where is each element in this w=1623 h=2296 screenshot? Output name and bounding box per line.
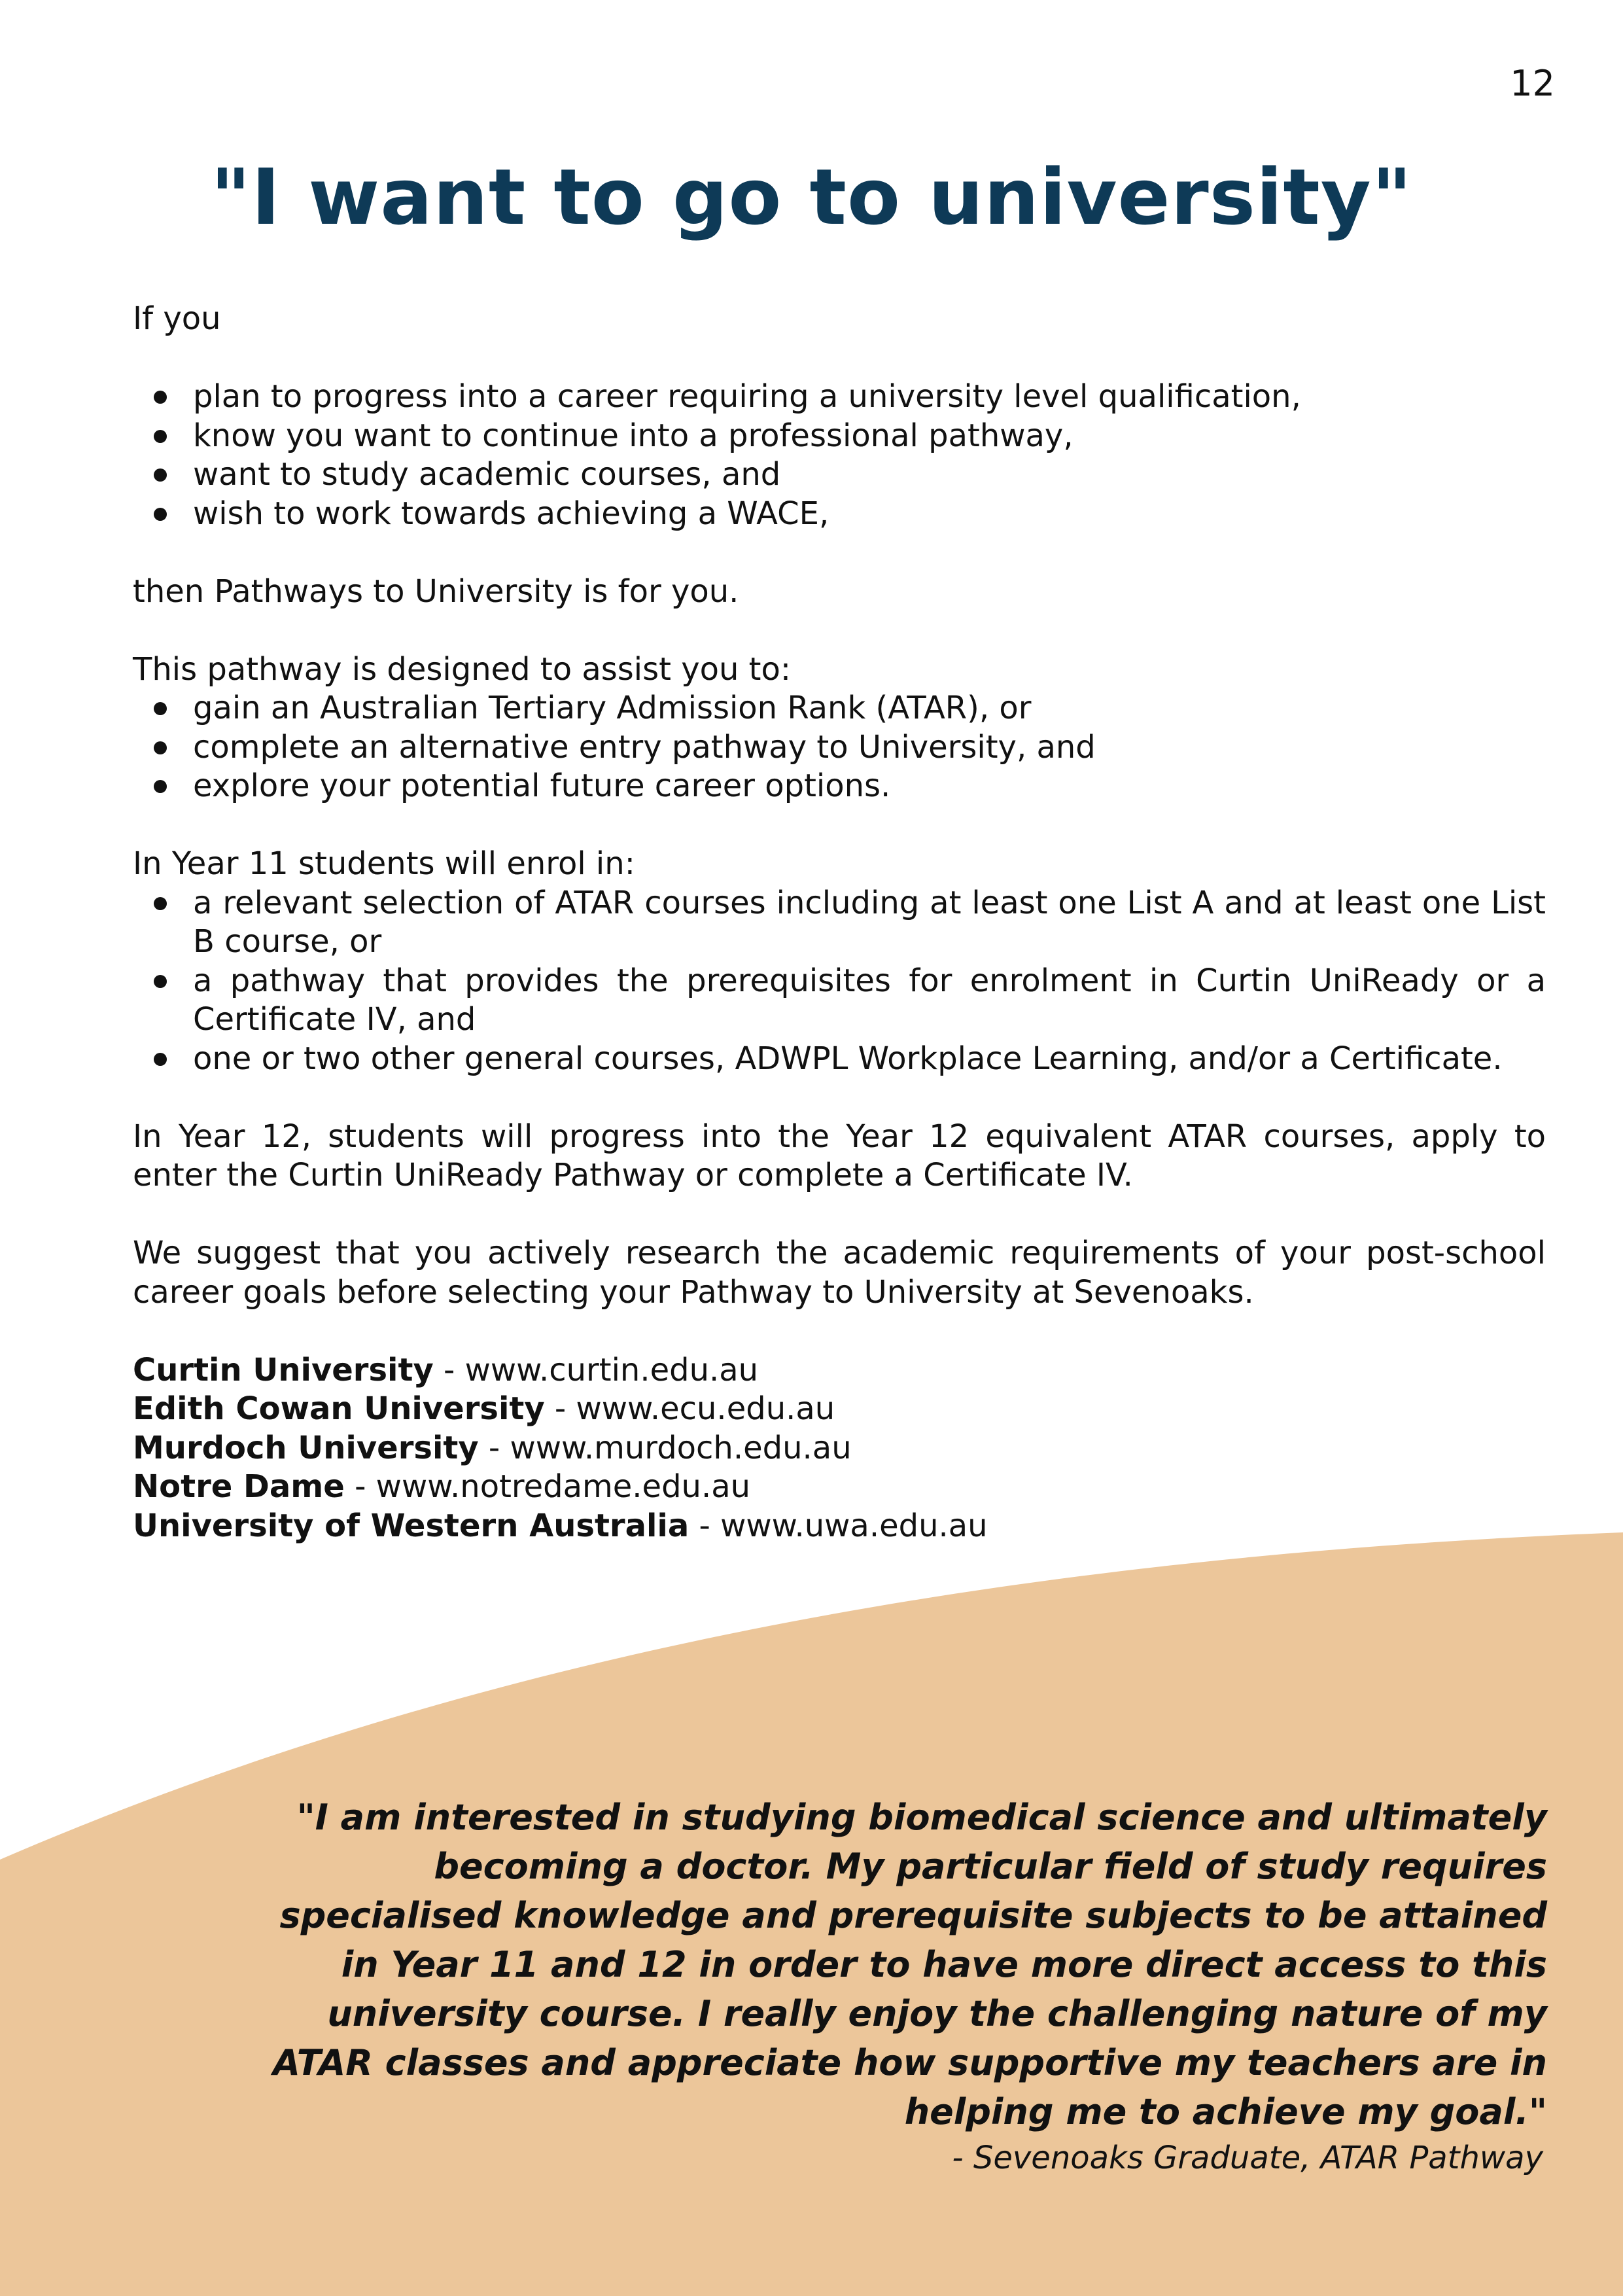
university-entry <box>133 1351 1546 1390</box>
list-item: plan to progress into a career requiring a university level qualification, <box>133 378 1546 417</box>
list-item: a pathway that provides the prerequisites for enrolment in Curtin UniReady or a Certificate IV, and <box>133 962 1546 1040</box>
list-item: gain an Australian Tertiary Admission Rank (ATAR), or <box>133 689 1546 728</box>
year11-intro: In Year 11 students will enrol in: <box>133 845 635 882</box>
testimonial-quote: "I am interested in studying biomedical science and ultimately becoming a doctor. My particular field of study requires specialised knowledge and prerequisite subjects to be attained in Year 11 and 12 in order to have more direct access to this university course. I really enjoy the challenging nature of my ATAR classes and appreciate how supportive my teachers are in helping me to achieve my goal." <box>273 1797 1547 2132</box>
university-name: Edith Cowan University <box>133 1390 545 1427</box>
bullet-icon <box>154 430 167 443</box>
list-item: want to study academic courses, and <box>133 455 1546 495</box>
then-line: then Pathways to University is for you. <box>133 573 739 610</box>
university-name: Notre Dame <box>133 1468 345 1505</box>
university-entry <box>133 1507 1546 1546</box>
bullet-icon <box>154 468 167 482</box>
bullet-icon <box>154 702 167 715</box>
university-name: Curtin University <box>133 1351 434 1388</box>
list-item: explore your potential future career options. <box>133 767 1546 806</box>
testimonial-attribution: - Sevenoaks Graduate, ATAR Pathway <box>952 2140 1543 2176</box>
university-name: Murdoch University <box>133 1429 479 1466</box>
page-number: 12 <box>1510 63 1555 104</box>
university-url: - www.curtin.edu.au <box>433 1351 759 1388</box>
university-list <box>133 1351 1546 1546</box>
list-item: wish to work towards achieving a WACE, <box>133 495 1546 534</box>
bullet-icon <box>154 780 167 793</box>
university-entry <box>133 1468 1546 1507</box>
year12-paragraph: In Year 12, students will progress into the Year 12 equivalent ATAR courses, apply to enter the Curtin UniReady Pathway or complete a Certificate IV. <box>133 1118 1546 1193</box>
bullet-icon <box>154 1053 167 1066</box>
if-you-list <box>133 378 1546 533</box>
page-title: "I want to go to university" <box>210 152 1413 242</box>
university-url: - www.uwa.edu.au <box>689 1507 988 1544</box>
bullet-icon <box>154 391 167 404</box>
university-entry <box>133 1429 1546 1468</box>
list-item: a relevant selection of ATAR courses including at least one List A and at least one List B course, or <box>133 884 1546 962</box>
university-entry <box>133 1390 1546 1429</box>
year11-list <box>133 884 1546 1079</box>
university-url: - www.murdoch.edu.au <box>478 1429 852 1466</box>
list-item: complete an alternative entry pathway to University, and <box>133 728 1546 768</box>
bullet-icon <box>154 741 167 754</box>
intro-text: If you <box>133 300 221 337</box>
list-item: know you want to continue into a professional pathway, <box>133 417 1546 456</box>
list-item: one or two other general courses, ADWPL Workplace Learning, and/or a Certificate. <box>133 1040 1546 1079</box>
bullet-icon <box>154 897 167 910</box>
pathway-intro: This pathway is designed to assist you to: <box>133 650 792 688</box>
bullet-icon <box>154 508 167 521</box>
suggest-paragraph: We suggest that you actively research the academic requirements of your post-school career goals before selecting your Pathway to University at Sevenoaks. <box>133 1235 1546 1311</box>
pathway-list <box>133 689 1546 806</box>
bullet-icon <box>154 975 167 988</box>
university-url: - www.ecu.edu.au <box>544 1390 835 1427</box>
main-content <box>133 300 1546 1545</box>
university-name: University of Western Australia <box>133 1507 689 1544</box>
university-url: - www.notredame.edu.au <box>344 1468 751 1505</box>
